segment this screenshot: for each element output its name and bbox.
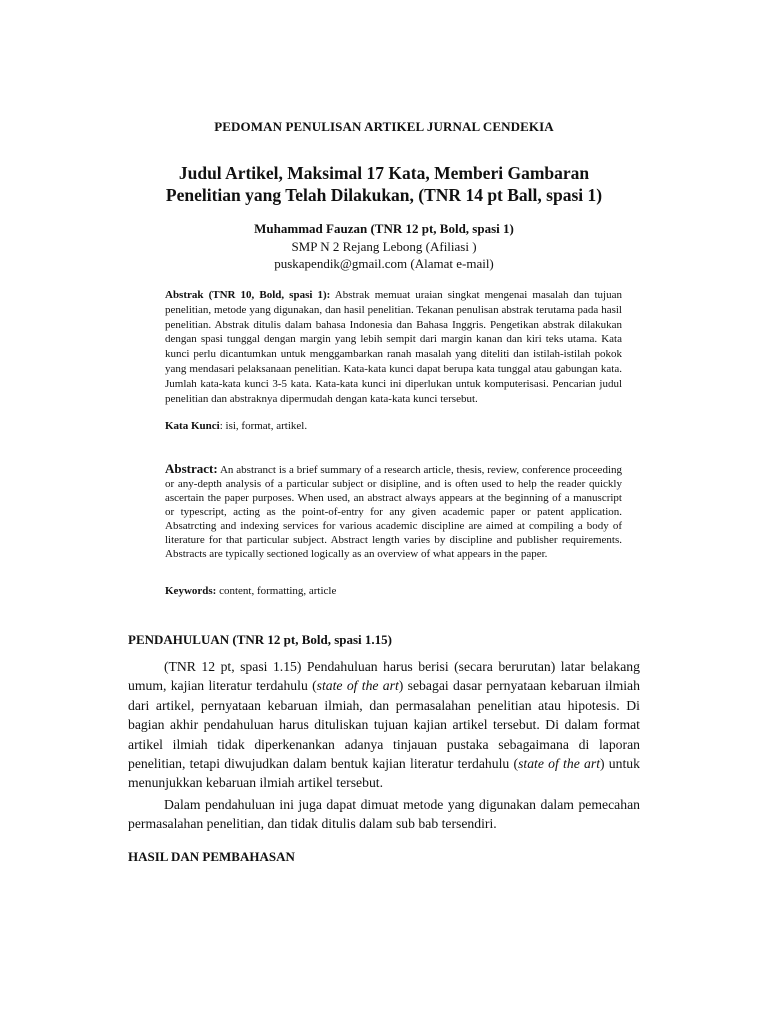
intro-p2-text: Dalam pendahuluan ini juga dapat dimuat metode yang digunakan dalam pemecahan permasalahan penelitian, dan tidak ditulis dalam sub bab tersendiri. (128, 797, 640, 832)
section-heading-results: HASIL DAN PEMBAHASAN (128, 849, 295, 864)
keywords-english-label: Keywords: (165, 585, 217, 597)
abstract-indonesian (165, 288, 622, 406)
intro-p1-part-a: (TNR 12 pt, spasi 1.15) Pendahuluan harus berisi (secara berurutan) latar belakang umum, kajian literatur terdahulu ( (128, 659, 640, 694)
article-title (120, 162, 648, 206)
intro-p1-part-b: ) sebagai dasar pernyataan kebaruan ilmiah dari artikel, pernyataan kebaruan ilmiah, dan permasalahan penelitian atau hipotesis. Di bagian akhir pendahuluan harus dituliskan tujuan kajian artikel tersebut. Di dalam format artikel ilmiah tidak diperkenankan adanya tinjauan pustaka sebagaimana di laporan penelitian, tetapi diwujudkan dalam bentuk kajian literatur terdahulu ( (128, 678, 640, 772)
abstract-indonesian-label: Abstrak (TNR 10, Bold, spasi 1): (165, 289, 331, 301)
abstract-english-label: Abstract: (165, 461, 218, 476)
introduction-paragraph-1 (128, 657, 640, 793)
author-email: puskapendik@gmail.com (Alamat e-mail) (274, 256, 494, 271)
article-title-line-2: Penelitian yang Telah Dilakukan, (TNR 14 pt Ball, spasi 1) (165, 185, 603, 205)
keywords-indonesian-label: Kata Kunci (165, 420, 220, 432)
introduction-paragraph-2 (128, 795, 640, 834)
keywords-indonesian-text: : isi, format, artikel. (219, 420, 308, 432)
section-heading-introduction: PENDAHULUAN (TNR 12 pt, Bold, spasi 1.15) (128, 632, 392, 647)
journal-header: PEDOMAN PENULISAN ARTIKEL JURNAL CENDEKIA (214, 119, 554, 134)
intro-p1-emphasis-2: state of the art (518, 756, 600, 772)
author-name: Muhammad Fauzan (TNR 12 pt, Bold, spasi 1) (254, 221, 514, 236)
article-title-line-1: Judul Artikel, Maksimal 17 Kata, Memberi Gambaran (178, 163, 590, 183)
intro-p1-part-c: ) untuk menunjukkan kebaruan ilmiah artikel tersebut. (128, 756, 640, 791)
keywords-english (165, 584, 622, 598)
abstract-indonesian-text: Abstrak memuat uraian singkat mengenai masalah dan tujuan penelitian, metode yang digunakan, dan hasil penelitian. Tekanan penulisan abstrak terutama pada hasil penelitian. Abstrak ditulis dalam bahasa Indonesia dan Bahasa Inggris. Pengetikan abstrak dilakukan dengan spasi tunggal dengan margin yang lebih sempit dari margin kanan dan kiri teks utama. Kata kunci perlu dicantumkan untuk menggambarkan ranah masalah yang diteliti dan istilah-istilah pokok yang mendasari pelaksanaan penelitian. Kata-kata kunci dapat berupa kata tunggal atau gabungan kata. Jumlah kata-kata kunci 3-5 kata. Kata-kata kunci ini diperlukan untuk komputerisasi. Pencarian judul penelitian dan abstraknya dipermudah dengan kata-kata kunci tersebut. (165, 289, 622, 405)
intro-p1-emphasis-1: state of the art (316, 678, 399, 694)
abstract-english (165, 462, 622, 561)
keywords-english-text: content, formatting, article (216, 585, 337, 597)
abstract-english-text: An abstranct is a brief summary of a research article, thesis, review, conference proceeding or any-depth analysis of a particular subject or disipline, and is often used to help the reader quickly ascertain the paper purposes. When used, an abstract always appears at the beginning of a manuscript or typescript, acting as the point-of-entry for any given academic paper or patent application. Absatrcting and indexing services for various academic discipline are aimed at compiling a body of literature for that particular subject. Abstract length varies by discipline and publisher requirements. Abstracts are typically sectioned logically as an overview of what appears in the paper. (165, 464, 622, 560)
author-affiliation: SMP N 2 Rejang Lebong (Afiliasi ) (291, 238, 477, 254)
keywords-indonesian (165, 419, 622, 434)
author-block (0, 220, 768, 273)
